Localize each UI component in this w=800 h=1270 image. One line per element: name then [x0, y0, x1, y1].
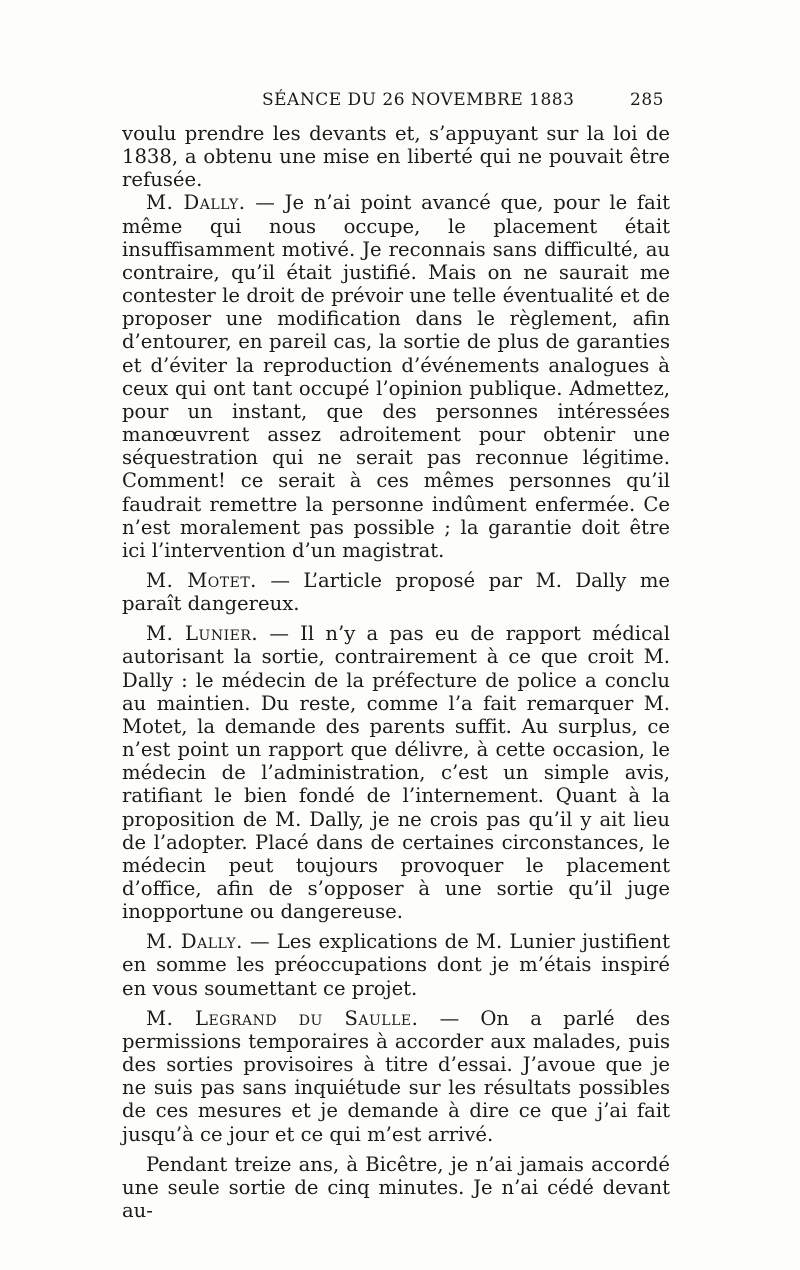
paragraph-dally-2 [122, 930, 670, 999]
paragraph-text: — L’article proposé par M. Dally me paraît dangereux. [122, 568, 670, 616]
paragraph-motet [122, 569, 670, 615]
speaker-name: M. Motet. [146, 568, 257, 592]
paragraph-dally-1 [122, 191, 670, 562]
paragraph-text: voulu prendre les devants et, s’appuyant sur la loi de 1838, a obtenu une mise en liberté qui ne pouvait être refusée. [122, 122, 670, 192]
paragraph-lunier [122, 622, 670, 923]
paragraph-continuation [122, 122, 670, 191]
running-head [122, 90, 664, 116]
paragraph-text: — Il n’y a pas eu de rapport médical autorisant la sortie, contrairement à ce que croit M. Dally : le médecin de la préfecture de police a conclu au maintien. Du reste, comme l’a fait remarquer M. Motet, la demande des parents suffit. Au surplus, ce n’est point un rapport que délivre, à cette occasion, le médecin de l’administration, c’est un simple avis, ratifiant le bien fondé de l’internement. Quant à la proposition de M. Dally, je ne crois pas qu’il y ait lieu de l’adopter. Placé dans de certaines circonstances, le médecin peut toujours provoquer le placement d’office, afin de s’opposer à une sortie qu’il juge inopportune ou dangereuse. [122, 622, 670, 924]
speaker-name: M. Dally. [146, 191, 246, 215]
paragraph-legrand-du-saulle [122, 1007, 670, 1146]
paragraph-text: — Les explications de M. Lunier justifient en somme les préoccupations dont je m’étais inspiré en vous soumettant ce projet. [122, 930, 670, 1000]
paragraph-text: — Je n’ai point avancé que, pour le fait même qui nous occupe, le placement était insuffisamment motivé. Je reconnais sans difficulté, au contraire, qu’il était justifié. Mais on ne saurait me contester le droit de prévoir une telle éventualité et de proposer une modification dans le règlement, afin d’entourer, en pareil cas, la sortie de plus de garanties et d’éviter la reproduction d’événements analogues à ceux qui ont tant occupé l’opinion publique. Admettez, pour un instant, que des personnes intéressées manœuvrent assez adroitement pour obtenir une séquestration qui ne serait pas reconnue légitime. Comment! ce serait à ces mêmes personnes qu’il faudrait remettre la personne indûment enfermée. Ce n’est moralement pas possible ; la garantie doit être ici l’intervention d’un magistrat. [122, 191, 670, 562]
speaker-name: M. Dally. [146, 930, 243, 954]
paragraph-text: — On a parlé des permissions temporaires à accorder aux malades, puis des sorties provisoires à titre d’essai. J’avoue que je ne suis pas sans inquiétude sur les résultats possibles de ces mesures et je demande à dire ce que j’ai fait jusqu’à ce jour et ce qui m’est arrivé. [122, 1006, 670, 1146]
page-number: 285 [630, 90, 664, 110]
speaker-name: M. Lunier. [146, 622, 259, 646]
body-text [122, 122, 670, 1222]
running-title: SÉANCE DU 26 NOVEMBRE 1883 [262, 90, 575, 110]
paragraph-text: Pendant treize ans, à Bicêtre, je n’ai jamais accordé une seule sortie de cinq minutes. Je n’ai cédé devant au- [122, 1152, 670, 1223]
paragraph-bicetre [122, 1153, 670, 1222]
speaker-name: M. Legrand du Saulle. [146, 1006, 419, 1030]
